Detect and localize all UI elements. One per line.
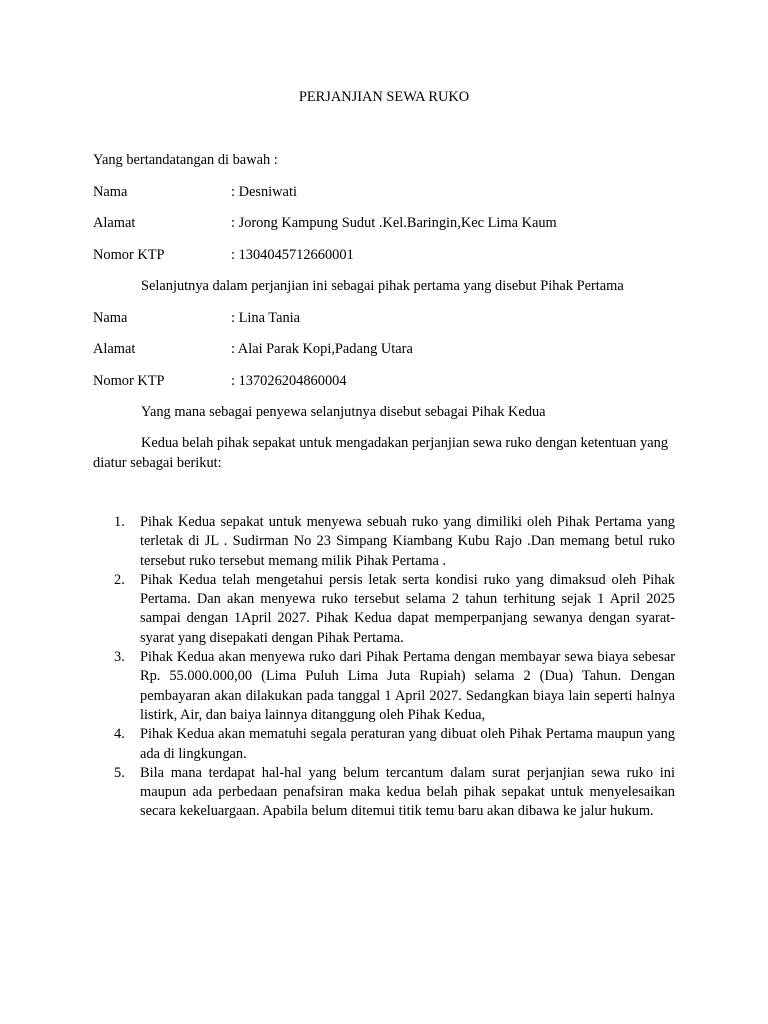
party-two-address-label: Alamat: [93, 341, 136, 357]
term-number: 4.: [114, 726, 125, 743]
party-two-id-row: [93, 371, 347, 391]
party-one-address-label: Alamat: [93, 215, 136, 231]
party-one-address-row: [93, 213, 557, 233]
party-two-name-row: [93, 308, 300, 328]
party-one-id-row: [93, 245, 354, 265]
term-text: Pihak Kedua akan menyewa ruko dari Pihak Pertama dengan membayar sewa biaya sebesar Rp. 55.000.000,00 (Lima Puluh Lima Juta Rupiah) selama 2 (Dua) Tahun. Dengan pembayaran akan dilakukan pada tanggal 1 April 2027. Sedangkan biaya lain seperti halnya listirk, Air, dan baiya lainnya ditanggung oleh Pihak Kedua,: [140, 649, 675, 723]
party-one-name-row: [93, 182, 297, 202]
party-two-id-label: Nomor KTP: [93, 373, 165, 389]
term-number: 2.: [114, 571, 125, 588]
intro-line: Yang bertandatangan di bawah :: [93, 152, 278, 168]
party-one-id-label: Nomor KTP: [93, 247, 165, 263]
term-number: 3.: [114, 649, 125, 666]
term-text: Pihak Kedua sepakat untuk menyewa sebuah ruko yang dimiliki oleh Pihak Pertama yang terletak di JL . Sudirman No 23 Simpang Kiambang Kubu Rajo .Dan memang betul ruko tersebut ruko tersebut memang milik Pihak Pertama .: [140, 514, 675, 569]
term-text: Pihak Kedua akan mematuhi segala peraturan yang dibuat oleh Pihak Pertama maupun yang ada di lingkungan.: [140, 726, 675, 762]
term-number: 5.: [114, 764, 125, 781]
party-one-name-value: : Desniwati: [231, 184, 297, 200]
party-one-id-value: : 1304045712660001: [231, 247, 354, 263]
term-item: [93, 513, 675, 571]
party-two-address-row: [93, 339, 413, 359]
term-text: Bila mana terdapat hal-hal yang belum tercantum dalam surat perjanjian sewa ruko ini maupun ada perbedaan penafsiran maka kedua belah pihak sepakat untuk menyelesaikan secara kekeluargaan. Apabila belum ditemui titik temu baru akan dibawa ke jalur hukum.: [140, 764, 675, 820]
party-two-designation: Yang mana sebagai penyewa selanjutnya disebut sebagai Pihak Kedua: [141, 404, 546, 420]
document-title: PERJANJIAN SEWA RUKO: [298, 89, 470, 105]
party-two-id-value: : 137026204860004: [231, 373, 347, 389]
term-item: [93, 648, 675, 725]
party-one-designation: Selanjutnya dalam perjanjian ini sebagai pihak pertama yang disebut Pihak Pertama: [141, 278, 624, 294]
party-two-address-value: : Alai Parak Kopi,Padang Utara: [231, 341, 413, 357]
term-item: [93, 764, 675, 822]
party-one-name-label: Nama: [93, 184, 128, 200]
term-item: [93, 725, 675, 764]
term-text: Pihak Kedua telah mengetahui persis letak serta kondisi ruko yang dimaksud oleh Pihak Pertama. Dan akan menyewa ruko tersebut selama 2 tahun terhitung sejak 1 April 2025 sampai dengan 1April 2027. Pihak Kedua dapat memperpanjang sewanya dengan syarat-syarat yang disepakati dengan Pihak Pertama.: [140, 571, 675, 646]
agreement-intro: Kedua belah pihak sepakat untuk mengadakan perjanjian sewa ruko dengan ketentuan yang diatur sebagai berikut:: [93, 435, 669, 471]
term-item: [93, 571, 675, 648]
party-two-name-label: Nama: [93, 310, 128, 326]
party-one-address-value: : Jorong Kampung Sudut .Kel.Baringin,Kec Lima Kaum: [231, 215, 557, 231]
term-number: 1.: [114, 514, 125, 530]
party-two-name-value: : Lina Tania: [231, 310, 301, 326]
terms-list: [93, 513, 675, 822]
